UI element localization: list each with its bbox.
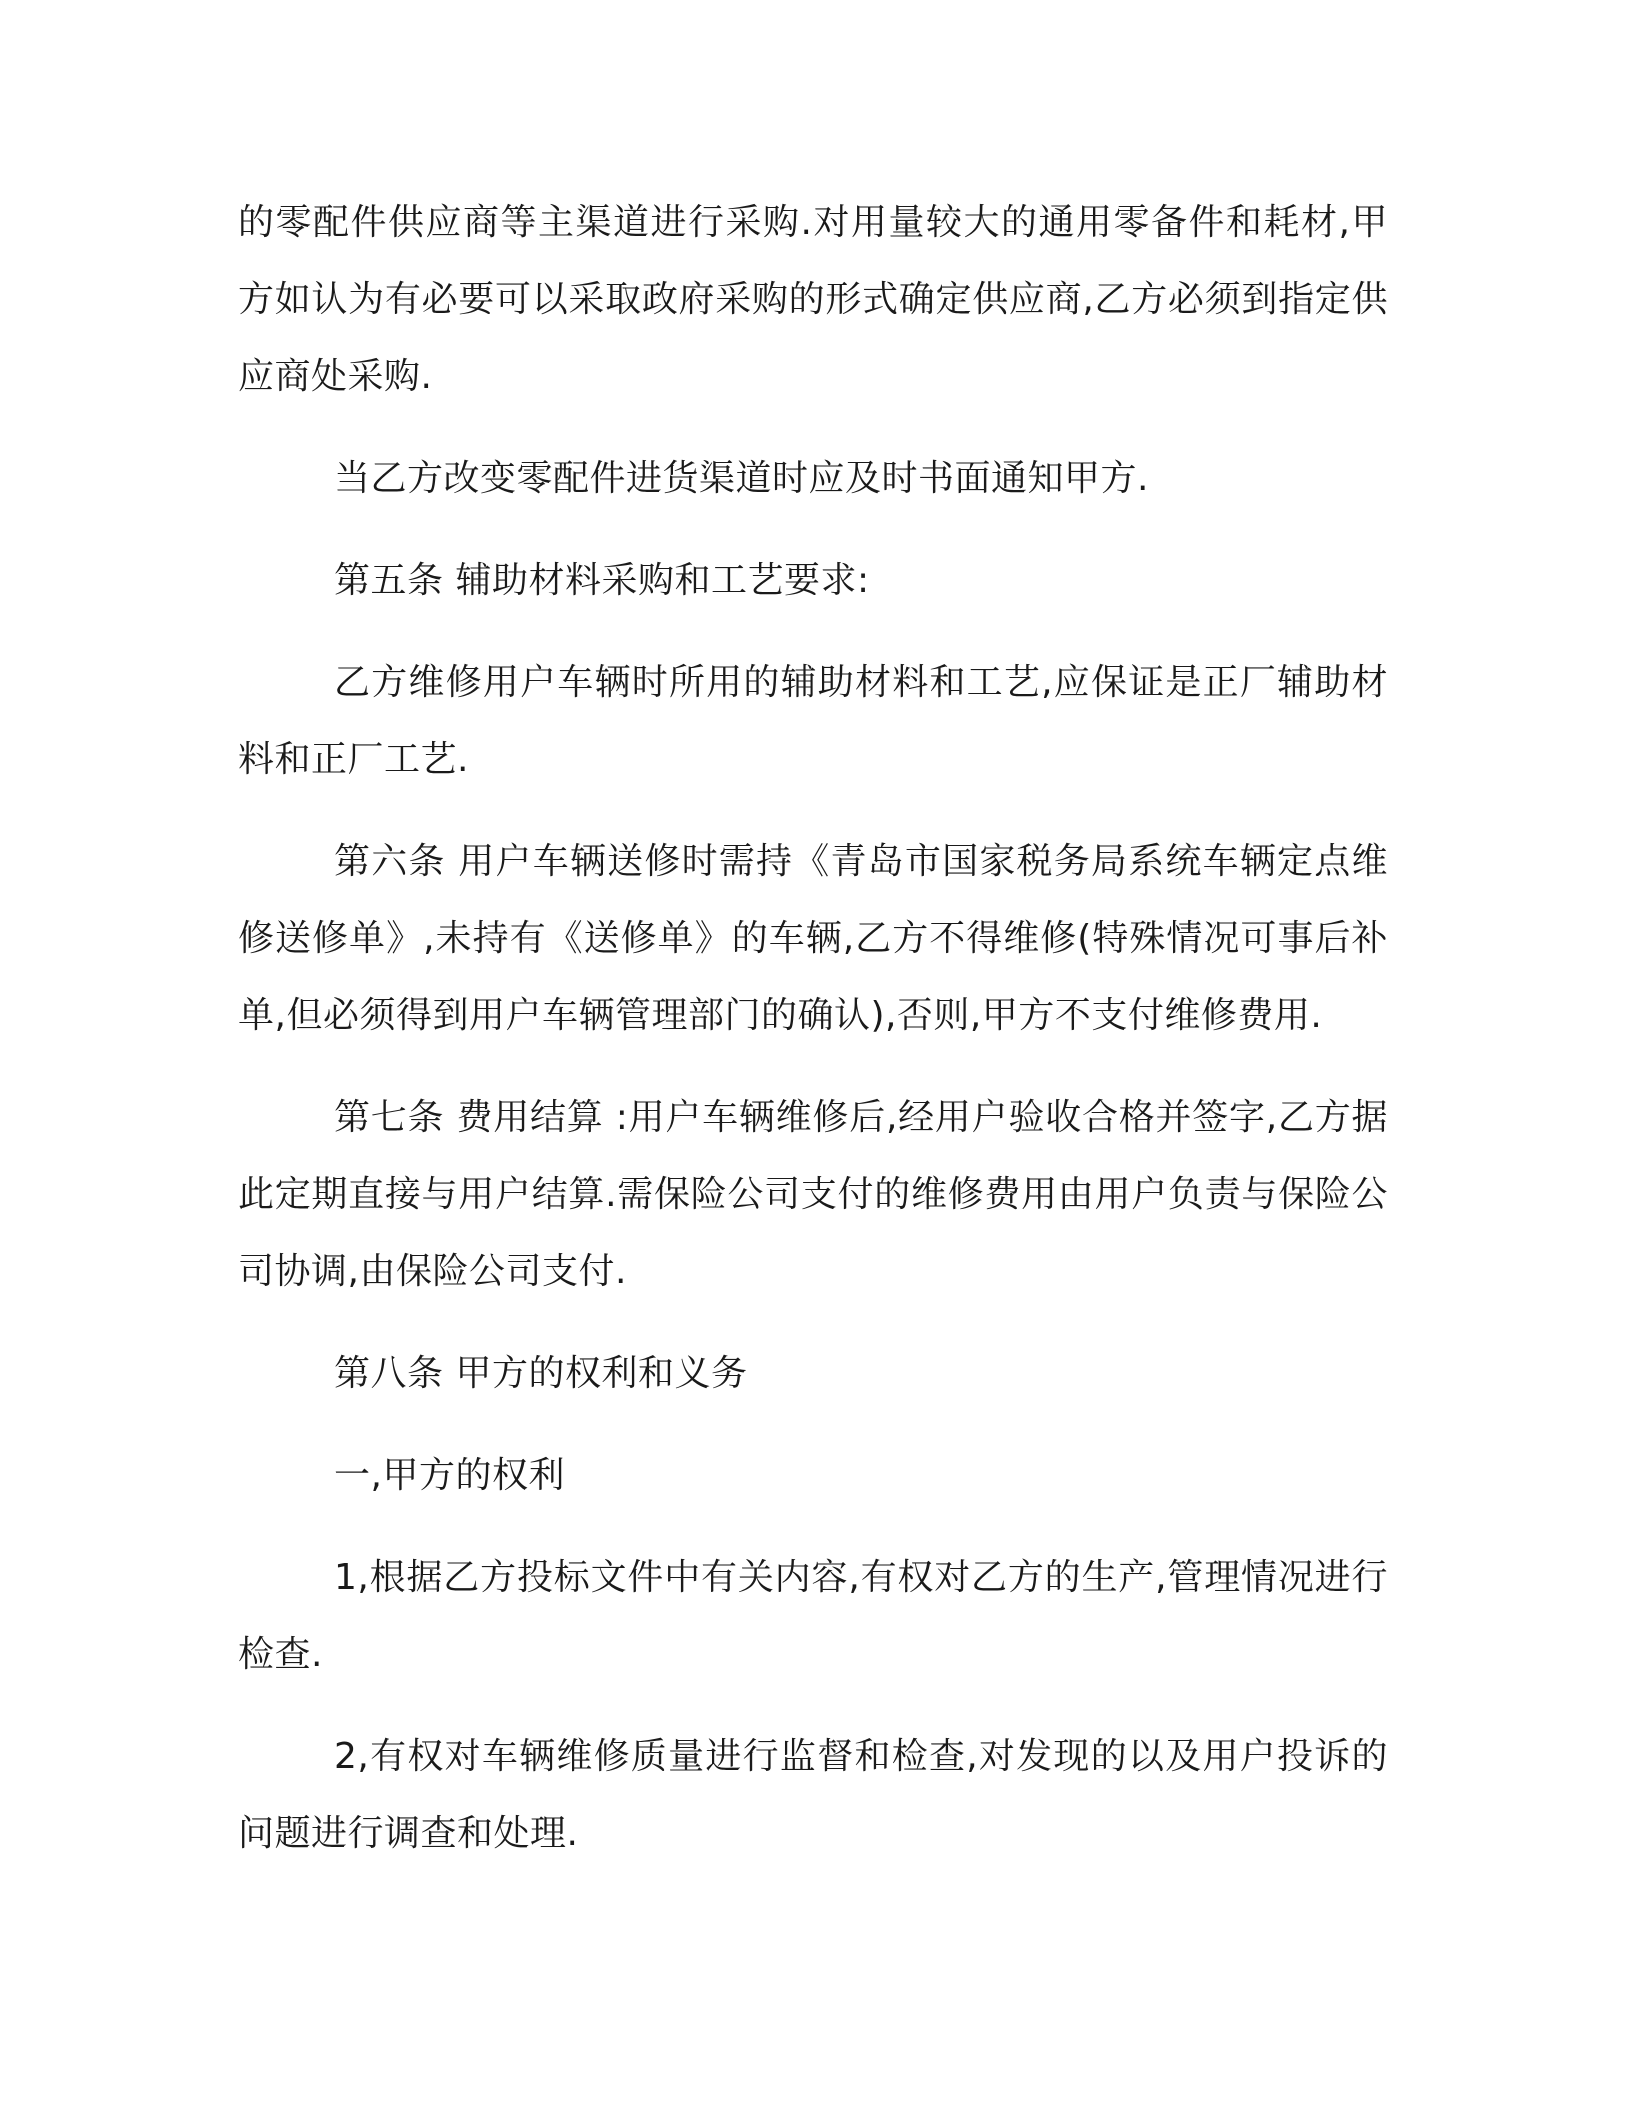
article-5-heading: 第五条 辅助材料采购和工艺要求: xyxy=(334,560,870,601)
article-6-paragraph: 第六条 用户车辆送修时需持《青岛市国家税务局系统车辆定点维修送修单》,未持有《送修单》的车辆,乙方不得维修(特殊情况可事后补单,但必须得到用户车辆管理部门的确认),否则,甲方不支付维修费用. xyxy=(238,841,1388,1036)
right-item-2: 2,有权对车辆维修质量进行监督和检查,对发现的以及用户投诉的问题进行调查和处理. xyxy=(238,1736,1388,1854)
article-8-heading: 第八条 甲方的权利和义务 xyxy=(334,1353,748,1394)
article-7-paragraph: 第七条 费用结算 :用户车辆维修后,经用户验收合格并签字,乙方据此定期直接与用户结算.需保险公司支付的维修费用由用户负责与保险公司协调,由保险公司支付. xyxy=(238,1097,1388,1292)
paragraph-auxiliary-materials: 乙方维修用户车辆时所用的辅助材料和工艺,应保证是正厂辅助材料和正厂工艺. xyxy=(238,662,1388,780)
document-body xyxy=(238,184,1388,1897)
paragraph-supply-channel-notice: 当乙方改变零配件进货渠道时应及时书面通知甲方. xyxy=(334,458,1149,499)
section-party-a-rights-heading: 一,甲方的权利 xyxy=(334,1455,565,1496)
paragraph-procurement-continuation: 的零配件供应商等主渠道进行采购.对用量较大的通用零备件和耗材,甲方如认为有必要可以采取政府采购的形式确定供应商,乙方必须到指定供应商处采购. xyxy=(238,202,1388,397)
right-item-1: 1,根据乙方投标文件中有关内容,有权对乙方的生产,管理情况进行检查. xyxy=(238,1557,1388,1675)
